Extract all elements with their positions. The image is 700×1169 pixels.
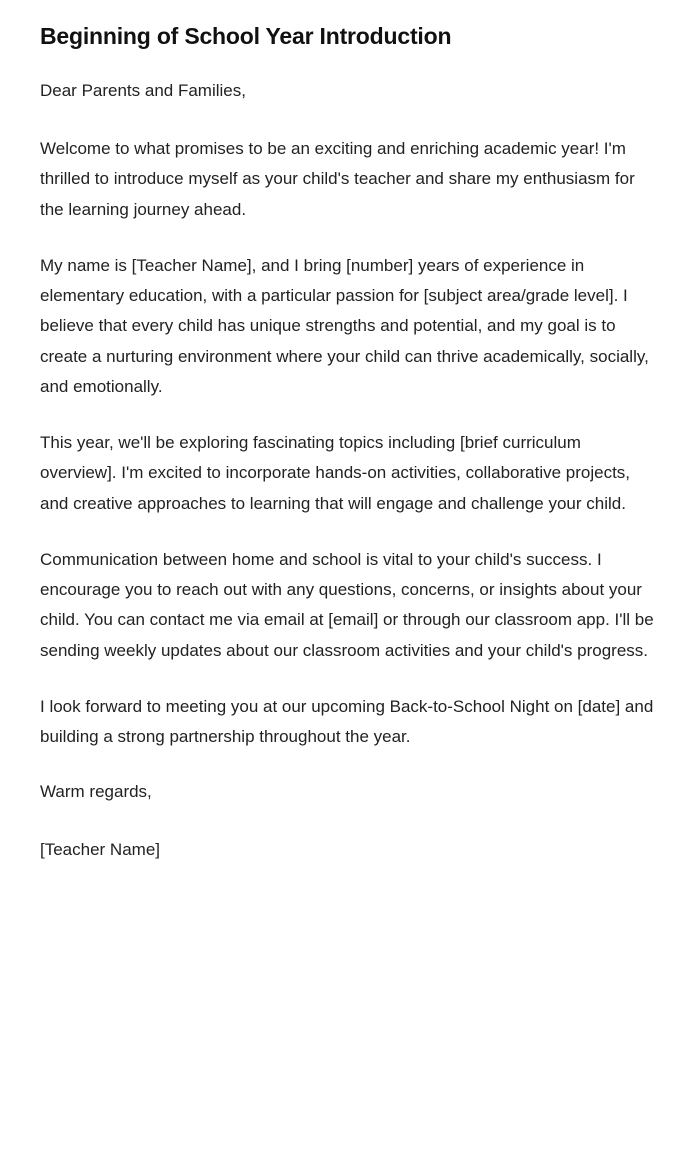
salutation: Dear Parents and Families, <box>40 80 246 100</box>
body-paragraph-4: Communication between home and school is vital to your child's success. I encourage you to reach out with any questions, concerns, or insights about your child. You can contact me via email at [email] or through our classroom app. I'll be sending weekly updates about our classroom activities and your child's progress. <box>40 549 654 660</box>
body-paragraph-3: This year, we'll be exploring fascinating topics including [brief curriculum overview]. I'm excited to incorporate hands-on activities, collaborative projects, and creative approaches to learning that will engage and challenge your child. <box>40 433 631 513</box>
closing-line: Warm regards, <box>40 782 152 802</box>
body-paragraph-1: Welcome to what promises to be an exciting and enriching academic year! I'm thrilled to introduce myself as your child's teacher and share my enthusiasm for the learning journey ahead. <box>40 139 635 219</box>
body-paragraph-5: I look forward to meeting you at our upcoming Back-to-School Night on [date] and building a strong partnership throughout the year. <box>40 696 654 747</box>
body-paragraph-2: My name is [Teacher Name], and I bring [number] years of experience in elementary education, with a particular passion for [subject area/grade level]. I believe that every child has unique strengths and potential, and my goal is to create a nurturing environment where your child can thrive academically, socially, and emotionally. <box>40 255 649 396</box>
signature-line: [Teacher Name] <box>40 839 160 859</box>
page-title: Beginning of School Year Introduction <box>40 23 452 49</box>
